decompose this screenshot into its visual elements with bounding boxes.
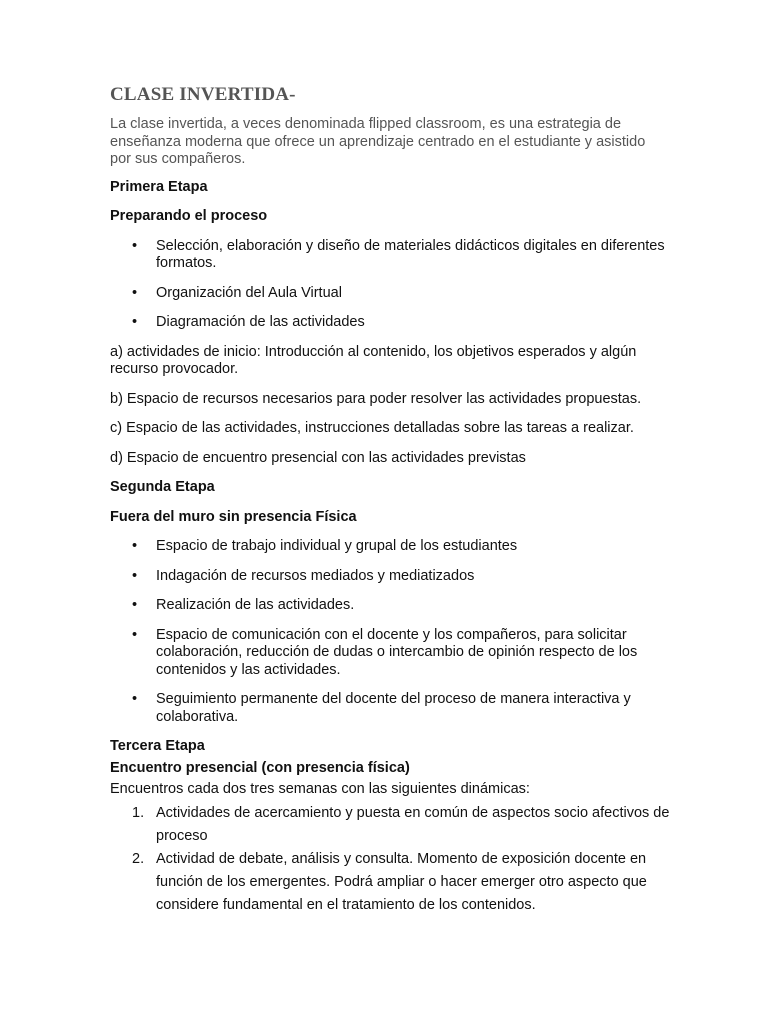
list-item: • Indagación de recursos mediados y mediatizados <box>132 567 475 584</box>
stage3-subheading: Encuentro presencial (con presencia física) <box>110 759 410 776</box>
stage1-item-d: d) Espacio de encuentro presencial con las actividades previstas <box>110 449 526 466</box>
bullet-icon: • <box>132 314 138 330</box>
list-item: • Organización del Aula Virtual <box>132 284 342 301</box>
stage2-subheading: Fuera del muro sin presencia Física <box>110 508 357 525</box>
list-item: 2. Actividad de debate, análisis y consulta. Momento de exposición docente en función de los emergentes. Podrá ampliar o hacer emerger otro aspecto que considere fundamental en el tratamiento de los contenidos. <box>110 848 670 917</box>
list-item: • Diagramación de las actividades <box>132 314 365 330</box>
stage1-heading: Primera Etapa <box>110 178 208 195</box>
intro-paragraph: La clase invertida, a veces denominada flipped classroom, es una estrategia de enseñanza moderna que ofrece un aprendizaje centrado en el estudiante y asistido por sus compañeros. <box>110 116 646 167</box>
stage3-numbered-list <box>110 802 670 917</box>
list-item: 1. Actividades de acercamiento y puesta en común de aspectos socio afectivos de proceso <box>110 802 670 848</box>
list-number: 2. <box>132 850 145 867</box>
bullet-icon: • <box>132 284 138 301</box>
stage1-item-a: a) actividades de inicio: Introducción al contenido, los objetivos esperados y algún recurso provocador. <box>110 343 637 377</box>
list-item: • Espacio de trabajo individual y grupal de los estudiantes <box>132 538 518 554</box>
bullet-icon: • <box>132 626 138 643</box>
stage2-heading: Segunda Etapa <box>110 479 215 495</box>
bullet-icon: • <box>132 237 138 254</box>
bullet-icon: • <box>132 691 138 707</box>
bullet-icon: • <box>132 567 138 584</box>
list-item: • Espacio de comunicación con el docente y los compañeros, para solicitar colaboración, reducción de dudas o intercambio de opinión respecto de los contenidos y las actividades. <box>132 626 638 678</box>
stage3-intro: Encuentros cada dos tres semanas con las siguientes dinámicas: <box>110 781 530 797</box>
stage2-bullet-list <box>110 538 670 726</box>
stage1-item-b: b) Espacio de recursos necesarios para poder resolver las actividades propuestas. <box>110 390 642 407</box>
list-number: 1. <box>132 804 145 821</box>
bullet-icon: • <box>132 538 138 554</box>
stage3-heading: Tercera Etapa <box>110 738 205 754</box>
list-item: • Selección, elaboración y diseño de materiales didácticos digitales en diferentes formatos. <box>132 237 665 271</box>
document-title: CLASE INVERTIDA- <box>110 84 296 105</box>
bullet-icon: • <box>132 597 138 613</box>
list-item: • Realización de las actividades. <box>132 597 355 613</box>
document-body <box>110 84 670 917</box>
stage1-subheading: Preparando el proceso <box>110 208 268 224</box>
list-item: • Seguimiento permanente del docente del proceso de manera interactiva y colaborativa. <box>132 691 631 725</box>
stage1-item-c: c) Espacio de las actividades, instrucciones detalladas sobre las tareas a realizar. <box>110 420 634 436</box>
stage1-bullet-list <box>110 238 670 332</box>
